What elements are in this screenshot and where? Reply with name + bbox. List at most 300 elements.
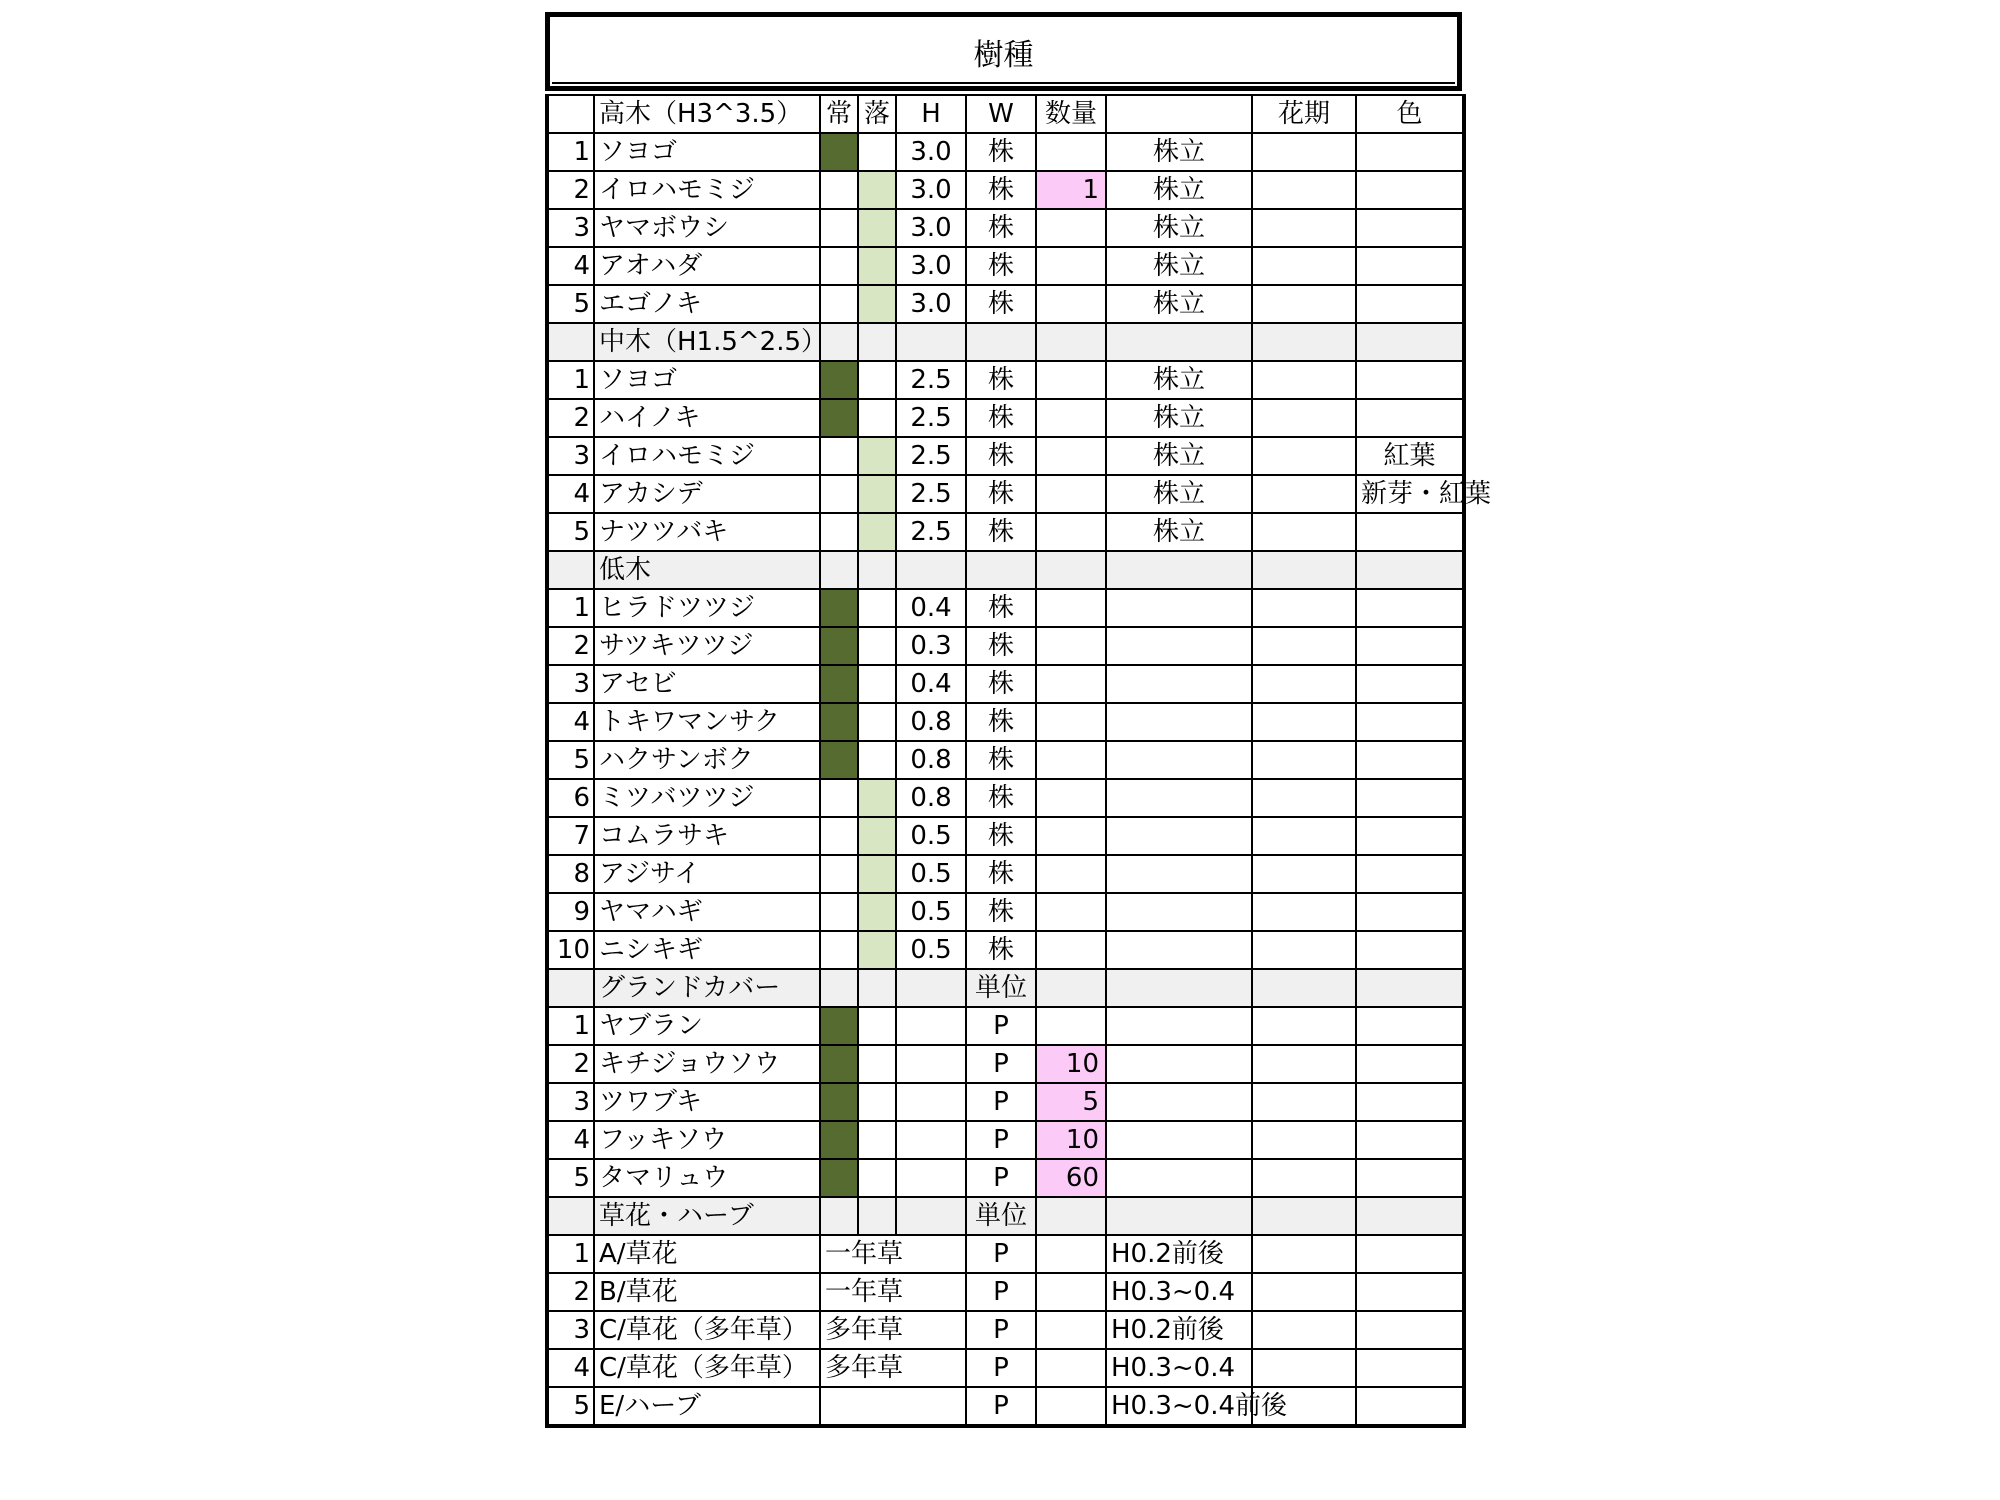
plant-name: C/草花（多年草） [594,1311,820,1349]
flower-period [1252,703,1356,741]
plant-row [547,1007,1464,1045]
flower-period [1252,1121,1356,1159]
plant-name: ヤブラン [594,1007,820,1045]
spec [1106,817,1252,855]
flower-period [1252,665,1356,703]
section-qty [1036,323,1106,361]
evergreen-marker [820,1121,858,1159]
plant-name: A/草花 [594,1235,820,1273]
plant-row [547,931,1464,969]
evergreen-marker [820,247,858,285]
spec [1106,741,1252,779]
section-no [547,969,594,1007]
spec [1106,1045,1252,1083]
row-no: 1 [547,589,594,627]
flower-period [1252,285,1356,323]
evergreen-marker [820,855,858,893]
height: 0.5 [896,817,966,855]
color [1356,779,1464,817]
evergreen-marker [820,1007,858,1045]
evergreen-marker [820,741,858,779]
row-no: 4 [547,703,594,741]
spec [1106,1083,1252,1121]
deciduous-marker [858,665,896,703]
row-no: 2 [547,399,594,437]
unit: 株 [966,513,1036,551]
evergreen-marker [820,513,858,551]
section-color [1356,551,1464,589]
height: 3.0 [896,171,966,209]
height: 0.8 [896,741,966,779]
unit: 株 [966,931,1036,969]
plant-name: アオハダ [594,247,820,285]
color [1356,931,1464,969]
color [1356,627,1464,665]
flower-period [1252,893,1356,931]
evergreen-marker [820,1083,858,1121]
section-h [896,551,966,589]
row-no: 3 [547,1311,594,1349]
section-spec [1106,1197,1252,1235]
title-box [545,12,1462,91]
quantity [1036,133,1106,171]
row-no: 2 [547,171,594,209]
flower-period [1252,437,1356,475]
unit: 株 [966,855,1036,893]
section-h [896,1197,966,1235]
row-no: 1 [547,1235,594,1273]
evergreen-marker [820,779,858,817]
spec: 株立 [1106,133,1252,171]
section-qty [1036,551,1106,589]
color [1356,1083,1464,1121]
plant-row [547,741,1464,779]
plant-row [547,855,1464,893]
deciduous-marker [858,247,896,285]
height: 3.0 [896,247,966,285]
section-row [547,551,1464,589]
height: 0.4 [896,589,966,627]
flower-period [1252,1311,1356,1349]
plant-name: キチジョウソウ [594,1045,820,1083]
deciduous-marker [858,1045,896,1083]
plant-name: ハイノキ [594,399,820,437]
plant-row [547,1083,1464,1121]
deciduous-marker [858,703,896,741]
spec: 株立 [1106,209,1252,247]
height [896,1159,966,1197]
row-no: 8 [547,855,594,893]
deciduous-marker [858,1121,896,1159]
section-title: 中木（H1.5^2.5） [594,323,820,361]
color [1356,817,1464,855]
color [1356,513,1464,551]
quantity [1036,665,1106,703]
herb-row [547,1235,1464,1273]
spec: 株立 [1106,513,1252,551]
plant-type: 一年草 [820,1235,966,1273]
height: 0.5 [896,893,966,931]
section-h [896,323,966,361]
height: 0.3 [896,627,966,665]
color [1356,1273,1464,1311]
deciduous-marker [858,779,896,817]
spec: H0.3~0.4前後 [1106,1387,1252,1426]
section-no [547,1197,594,1235]
spec: 株立 [1106,171,1252,209]
section-ev [820,551,858,589]
color [1356,703,1464,741]
spec [1106,1159,1252,1197]
section-row [547,969,1464,1007]
header-deciduous: 落 [858,95,896,133]
height: 3.0 [896,285,966,323]
plant-name: フッキソウ [594,1121,820,1159]
plant-row [547,361,1464,399]
plant-name: タマリュウ [594,1159,820,1197]
plant-name: アジサイ [594,855,820,893]
flower-period [1252,1235,1356,1273]
section-dec [858,323,896,361]
header-flower: 花期 [1252,95,1356,133]
color [1356,1159,1464,1197]
evergreen-marker [820,133,858,171]
plant-name: アセビ [594,665,820,703]
flower-period [1252,133,1356,171]
unit: 株 [966,665,1036,703]
plant-type: 多年草 [820,1349,966,1387]
evergreen-marker [820,665,858,703]
unit: P [966,1311,1036,1349]
header-evergreen: 常 [820,95,858,133]
color [1356,1349,1464,1387]
color [1356,285,1464,323]
plant-type: 一年草 [820,1273,966,1311]
height [896,1007,966,1045]
plant-row [547,817,1464,855]
deciduous-marker [858,437,896,475]
section-unit [966,323,1036,361]
plant-row [547,513,1464,551]
section-color [1356,969,1464,1007]
color [1356,741,1464,779]
section-ev [820,1197,858,1235]
flower-period [1252,627,1356,665]
evergreen-marker [820,285,858,323]
height: 0.8 [896,779,966,817]
quantity [1036,475,1106,513]
herb-row [547,1349,1464,1387]
color: 紅葉 [1356,437,1464,475]
section-ev [820,969,858,1007]
section-no [547,323,594,361]
deciduous-marker [858,1083,896,1121]
quantity [1036,855,1106,893]
section-unit: 単位 [966,969,1036,1007]
flower-period [1252,1007,1356,1045]
plant-name: C/草花（多年草） [594,1349,820,1387]
color [1356,171,1464,209]
quantity [1036,1387,1106,1426]
color [1356,209,1464,247]
height [896,1083,966,1121]
evergreen-marker [820,399,858,437]
height: 0.4 [896,665,966,703]
row-no: 5 [547,1159,594,1197]
plant-row [547,627,1464,665]
plant-type: 多年草 [820,1311,966,1349]
deciduous-marker [858,627,896,665]
quantity [1036,437,1106,475]
unit: 株 [966,703,1036,741]
section-unit: 単位 [966,1197,1036,1235]
quantity [1036,703,1106,741]
height [896,1121,966,1159]
herb-row [547,1311,1464,1349]
height [896,1045,966,1083]
quantity [1036,1311,1106,1349]
evergreen-marker [820,703,858,741]
color: 新芽・紅葉 [1356,475,1464,513]
spec [1106,589,1252,627]
quantity [1036,209,1106,247]
section-dec [858,969,896,1007]
quantity: 60 [1036,1159,1106,1197]
flower-period [1252,513,1356,551]
color [1356,893,1464,931]
row-no: 5 [547,285,594,323]
header-h: H [896,95,966,133]
quantity [1036,1349,1106,1387]
quantity [1036,1273,1106,1311]
plant-row [547,1121,1464,1159]
section-spec [1106,969,1252,1007]
plant-table [545,94,1492,1428]
spec: H0.3~0.4 [1106,1273,1252,1311]
unit: P [966,1349,1036,1387]
flower-period [1252,209,1356,247]
plant-row [547,247,1464,285]
row-no: 5 [547,1387,594,1426]
deciduous-marker [858,589,896,627]
flower-period [1252,1273,1356,1311]
section-flower [1252,969,1356,1007]
row-no: 4 [547,247,594,285]
color [1356,247,1464,285]
spec [1106,779,1252,817]
plant-row [547,665,1464,703]
height: 2.5 [896,361,966,399]
row-no: 4 [547,475,594,513]
herb-row [547,1387,1464,1426]
plant-row [547,133,1464,171]
quantity [1036,589,1106,627]
flower-period [1252,247,1356,285]
unit: P [966,1045,1036,1083]
quantity [1036,627,1106,665]
flower-period [1252,931,1356,969]
evergreen-marker [820,437,858,475]
quantity: 10 [1036,1121,1106,1159]
quantity [1036,399,1106,437]
section-row [547,1197,1464,1235]
row-no: 4 [547,1121,594,1159]
unit: 株 [966,779,1036,817]
plant-name: ニシキギ [594,931,820,969]
section-spec [1106,323,1252,361]
herb-row [547,1273,1464,1311]
spec: 株立 [1106,399,1252,437]
plant-name: ナツツバキ [594,513,820,551]
height: 2.5 [896,437,966,475]
deciduous-marker [858,475,896,513]
quantity: 1 [1036,171,1106,209]
row-no: 10 [547,931,594,969]
flower-period [1252,779,1356,817]
color [1356,589,1464,627]
spec [1106,703,1252,741]
plant-name: ヤマハギ [594,893,820,931]
plant-name: ヤマボウシ [594,209,820,247]
quantity [1036,247,1106,285]
spec [1106,627,1252,665]
flower-period [1252,171,1356,209]
plant-name: イロハモミジ [594,171,820,209]
quantity [1036,893,1106,931]
spec: H0.2前後 [1106,1235,1252,1273]
unit: P [966,1235,1036,1273]
quantity [1036,361,1106,399]
unit: 株 [966,589,1036,627]
quantity [1036,741,1106,779]
row-no: 2 [547,1045,594,1083]
plant-row [547,209,1464,247]
spec [1106,855,1252,893]
deciduous-marker [858,171,896,209]
plant-row [547,475,1464,513]
spec: 株立 [1106,247,1252,285]
height: 3.0 [896,133,966,171]
row-no: 3 [547,437,594,475]
row-no: 2 [547,1273,594,1311]
section-dec [858,551,896,589]
spec: 株立 [1106,437,1252,475]
plant-row [547,893,1464,931]
deciduous-marker [858,361,896,399]
row-no: 2 [547,627,594,665]
section-color [1356,323,1464,361]
unit: 株 [966,285,1036,323]
flower-period [1252,741,1356,779]
color [1356,1311,1464,1349]
deciduous-marker [858,855,896,893]
header-w: W [966,95,1036,133]
header-no [547,95,594,133]
evergreen-marker [820,893,858,931]
spec: 株立 [1106,361,1252,399]
color [1356,855,1464,893]
spec: H0.2前後 [1106,1311,1252,1349]
unit: P [966,1121,1036,1159]
quantity [1036,817,1106,855]
color [1356,1007,1464,1045]
deciduous-marker [858,133,896,171]
unit: 株 [966,627,1036,665]
deciduous-marker [858,513,896,551]
spec [1106,1121,1252,1159]
unit: 株 [966,893,1036,931]
evergreen-marker [820,475,858,513]
header-row [547,95,1464,133]
row-no: 5 [547,513,594,551]
flower-period [1252,399,1356,437]
quantity [1036,1007,1106,1045]
section-title: 低木 [594,551,820,589]
unit: P [966,1159,1036,1197]
plant-row [547,437,1464,475]
evergreen-marker [820,627,858,665]
plant-type [820,1387,966,1426]
plant-row [547,171,1464,209]
height: 0.5 [896,855,966,893]
unit: P [966,1007,1036,1045]
color [1356,361,1464,399]
deciduous-marker [858,1159,896,1197]
spec [1106,1007,1252,1045]
header-name: 高木（H3^3.5） [594,95,820,133]
evergreen-marker [820,361,858,399]
section-flower [1252,323,1356,361]
height: 2.5 [896,475,966,513]
plant-name: ハクサンボク [594,741,820,779]
evergreen-marker [820,1159,858,1197]
row-no: 9 [547,893,594,931]
row-no: 5 [547,741,594,779]
deciduous-marker [858,209,896,247]
section-title: 草花・ハーブ [594,1197,820,1235]
deciduous-marker [858,931,896,969]
plant-name: ツワブキ [594,1083,820,1121]
evergreen-marker [820,931,858,969]
spec: H0.3~0.4 [1106,1349,1252,1387]
plant-name: B/草花 [594,1273,820,1311]
flower-period [1252,1045,1356,1083]
height: 0.5 [896,931,966,969]
unit: 株 [966,399,1036,437]
unit: 株 [966,817,1036,855]
flower-period [1252,475,1356,513]
height: 2.5 [896,399,966,437]
plant-row [547,399,1464,437]
plant-row [547,589,1464,627]
row-no: 3 [547,209,594,247]
plant-row [547,779,1464,817]
height: 3.0 [896,209,966,247]
color [1356,1045,1464,1083]
header-color: 色 [1356,95,1464,133]
spec: 株立 [1106,285,1252,323]
plant-name: アカシデ [594,475,820,513]
row-no: 4 [547,1349,594,1387]
row-no: 1 [547,1007,594,1045]
quantity [1036,285,1106,323]
row-no: 1 [547,361,594,399]
plant-schedule-sheet [545,12,1492,1428]
quantity [1036,931,1106,969]
section-unit [966,551,1036,589]
flower-period [1252,1159,1356,1197]
flower-period [1252,817,1356,855]
